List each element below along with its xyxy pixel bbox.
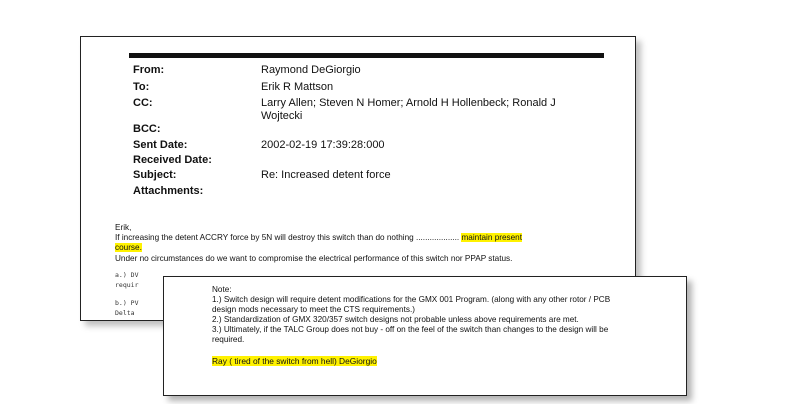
sent-date-value: 2002-02-19 17:39:28:000 (261, 139, 385, 151)
sent-date-label: Sent Date: (133, 139, 188, 151)
email-line-1-text: If increasing the detent ACCRY force by 5N will destroy this switch than do nothing ................... (115, 233, 460, 242)
cc-value: Larry Allen; Steven N Homer; Arnold H Hollenbeck; Ronald J Wojtecki (261, 97, 556, 122)
note-title: Note: (212, 285, 232, 294)
from-label: From: (133, 64, 165, 76)
email-line-1 (115, 233, 522, 243)
partial-line-b2: Delta (115, 309, 135, 317)
partial-line-a1: a.) DV (115, 271, 139, 279)
note-item-3-line-1: 3.) Ultimately, if the TALC Group does not buy - off on the feel of the switch than changes to the design will be (212, 325, 609, 334)
highlight-course: course. (115, 243, 142, 252)
email-line-3: Under no circumstances do we want to compromise the electrical performance of this switch nor PPAP status. (115, 254, 513, 263)
email-greeting: Erik, (115, 223, 132, 232)
attachments-label: Attachments: (133, 185, 204, 197)
note-printout (163, 276, 687, 396)
note-item-3-line-2: required. (212, 335, 245, 344)
partial-line-b1: b.) PV (115, 299, 139, 307)
to-value: Erik R Mattson (261, 81, 334, 93)
header-rule (129, 53, 604, 58)
note-item-1-line-2: design mods necessary to meet the CTS requirements.) (212, 305, 415, 314)
note-item-2: 2.) Standardization of GMX 320/357 switch designs not probable unless above requirements are met. (212, 315, 579, 324)
signature (212, 356, 377, 367)
cc-label: CC: (133, 97, 153, 109)
highlight-signature: Ray ( tired of the switch from hell) DeGiorgio (212, 356, 377, 366)
subject-value: Re: Increased detent force (261, 169, 391, 181)
highlight-maintain-present: maintain present (461, 233, 523, 242)
bcc-label: BCC: (133, 123, 161, 135)
subject-label: Subject: (133, 169, 177, 181)
email-line-2 (115, 243, 142, 253)
partial-line-a2: requir (115, 281, 139, 289)
note-item-1-line-1: 1.) Switch design will require detent modifications for the GMX 001 Program. (along with any other rotor / PCB (212, 295, 611, 304)
from-value: Raymond DeGiorgio (261, 64, 361, 76)
received-date-label: Received Date: (133, 154, 212, 166)
to-label: To: (133, 81, 150, 93)
